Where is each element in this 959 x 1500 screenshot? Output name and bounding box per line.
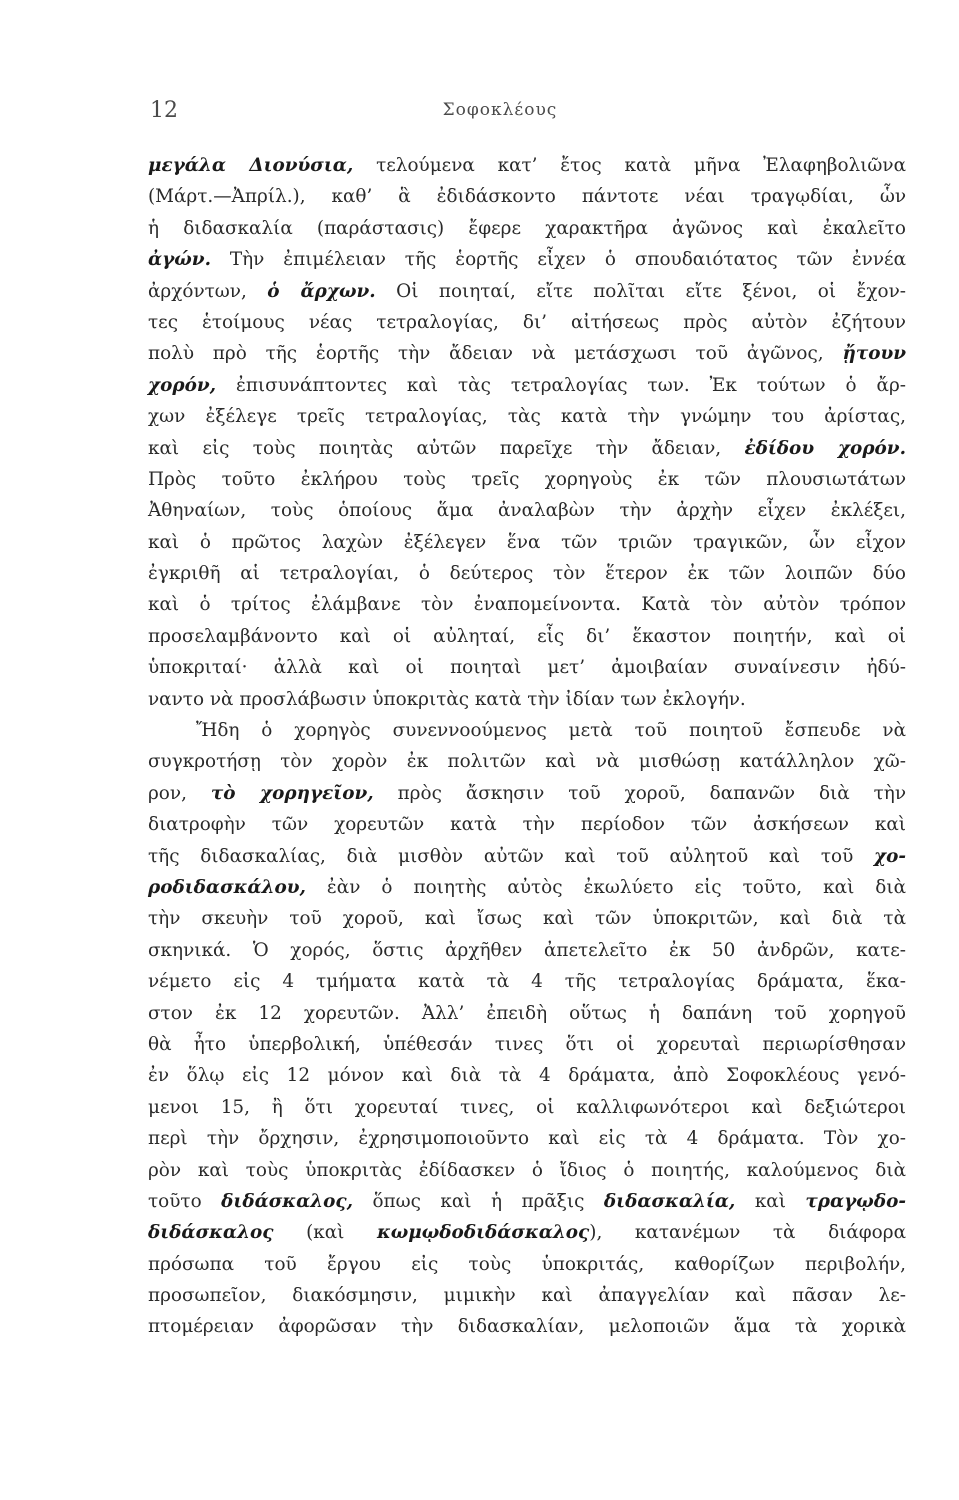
- text-segment: Ἤδη ὁ χορηγὸς συνεννοούμενος μετὰ τοῦ ποιητοῦ ἔσπευδε νὰ: [196, 720, 906, 742]
- text-segment: τῆς διδασκαλίας, διὰ μισθὸν αὐτῶν καὶ τοῦ αὐλητοῦ καὶ τοῦ: [148, 845, 874, 867]
- text-segment: ἐὰν ὁ ποιητὴς αὐτὸς ἐκωλύετο εἰς τοῦτο, καὶ διὰ: [305, 876, 906, 898]
- text-segment: σκηνικά. Ὁ χορός, ὅστις ἀρχῆθεν ἀπετελεῖτο ἐκ 50 ἀνδρῶν, κατε-: [148, 939, 906, 961]
- text-segment: ἀρχόντων,: [148, 280, 268, 302]
- text-segment: πρόσωπα τοῦ ἔργου εἰς τοὺς ὑποκριτάς, καθορίζων περιβολήν,: [148, 1253, 906, 1275]
- text-line: [148, 213, 906, 244]
- text-line: [148, 1060, 906, 1091]
- text-segment: τοῦτο: [148, 1190, 222, 1212]
- text-line: [148, 401, 906, 432]
- text-line: [148, 558, 906, 589]
- running-head: Σοφοκλέους: [442, 100, 558, 120]
- body-text: [148, 150, 906, 1343]
- emphasized-term: κωμῳδοδιδάσκαλος: [377, 1222, 590, 1244]
- text-line: [148, 778, 906, 809]
- text-line: [148, 589, 906, 620]
- text-segment: πρὸς ἄσκησιν τοῦ χοροῦ, δαπανῶν διὰ τὴν: [373, 782, 906, 804]
- text-segment: τελούμενα κατ’ ἔτος κατὰ μῆνα Ἐλαφηβολιῶνα: [353, 155, 907, 176]
- emphasized-term: ᾔτουν: [842, 343, 906, 365]
- text-line: [148, 1123, 906, 1154]
- text-line: [148, 809, 906, 840]
- text-segment: καὶ: [735, 1190, 806, 1212]
- text-line: [148, 495, 906, 526]
- emphasized-term: ροδιδασκάλου,: [148, 876, 306, 898]
- text-segment: πολὺ πρὸ τῆς ἑορτῆς τὴν ἄδειαν νὰ μετάσχωσι τοῦ ἀγῶνος,: [148, 343, 843, 365]
- text-line: [148, 527, 906, 558]
- text-segment: ἐν ὅλῳ εἰς 12 μόνον καὶ διὰ τὰ 4 δράματα, ἀπὸ Σοφοκλέους γενό-: [148, 1065, 906, 1087]
- text-segment: ρὸν καὶ τοὺς ὑποκριτὰς ἐδίδασκεν ὁ ἴδιος ὁ ποιητής, καλούμενος διὰ: [148, 1159, 906, 1181]
- text-segment: ὅπως καὶ ἡ πρᾶξις: [353, 1190, 604, 1212]
- text-segment: (καὶ: [273, 1222, 378, 1244]
- page-header: [150, 98, 850, 128]
- text-line: [148, 1311, 906, 1342]
- text-segment: ἐγκριθῆ αἱ τετραλογίαι, ὁ δεύτερος τὸν ἕτερον ἐκ τῶν λοιπῶν δύο: [148, 563, 906, 585]
- text-segment: στον ἐκ 12 χορευτῶν. Ἀλλ’ ἐπειδὴ οὕτως ἡ δαπάνη τοῦ χορηγοῦ: [148, 1002, 906, 1024]
- emphasized-term: διδασκαλία,: [603, 1190, 736, 1212]
- text-line: [148, 1249, 906, 1280]
- text-segment: πτομέρειαν ἀφορῶσαν τὴν διδασκαλίαν, μελοποιῶν ἅμα τὰ χορικὰ: [148, 1316, 906, 1338]
- emphasized-term: ὁ ἄρχων.: [267, 280, 376, 302]
- emphasized-term: ἀγών.: [148, 249, 211, 271]
- text-segment: ὑποκριταί· ἀλλὰ καὶ οἱ ποιηταὶ μετ’ ἀμοιβαίαν συναίνεσιν ἠδύ-: [148, 657, 906, 679]
- text-segment: θὰ ἦτο ὑπερβολική, ὑπέθεσάν τινες ὅτι οἱ χορευταὶ περιωρίσθησαν: [148, 1033, 906, 1055]
- text-segment: καὶ ὁ πρῶτος λαχὼν ἐξέλεγεν ἕνα τῶν τριῶν τραγικῶν, ὧν εἶχον: [148, 531, 906, 553]
- text-line: [148, 935, 906, 966]
- text-line: [148, 684, 906, 715]
- emphasized-term: διδάσκαλος,: [221, 1190, 353, 1212]
- text-segment: διατροφὴν τῶν χορευτῶν κατὰ τὴν περίοδον τῶν ἀσκήσεων καὶ: [148, 814, 906, 836]
- text-line: [148, 433, 906, 464]
- text-line: [148, 1155, 906, 1186]
- text-line: [148, 872, 906, 903]
- text-line: [148, 464, 906, 495]
- text-line: [148, 244, 906, 275]
- emphasized-term: τὸ χορηγεῖον,: [210, 782, 374, 804]
- emphasized-term: χο-: [874, 845, 906, 867]
- text-segment: ἡ διδασκαλία (παράστασις) ἔφερε χαρακτῆρα ἀγῶνος καὶ ἐκαλεῖτο: [148, 217, 906, 239]
- text-segment: περὶ τὴν ὄρχησιν, ἐχρησιμοποιοῦντο καὶ εἰς τὰ 4 δράματα. Τὸν χο-: [148, 1128, 906, 1150]
- text-line: [148, 1029, 906, 1060]
- text-segment: τες ἑτοίμους νέας τετραλογίας, δι’ αἰτήσεως πρὸς αὐτὸν ἐζήτουν: [148, 311, 906, 333]
- text-segment: ρον,: [148, 782, 211, 804]
- text-segment: προσωπεῖον, διακόσμησιν, μιμικὴν καὶ ἀπαγγελίαν καὶ πᾶσαν λε-: [148, 1285, 906, 1307]
- emphasized-term: τραγῳδο-: [805, 1190, 906, 1212]
- text-segment: καὶ εἰς τοὺς ποιητὰς αὐτῶν παρεῖχε τὴν ἄδειαν,: [148, 437, 745, 459]
- text-line: [148, 338, 906, 369]
- text-segment: μενοι 15, ἢ ὅτι χορευταί τινες, οἱ καλλιφωνότεροι καὶ δεξιώτεροι: [148, 1096, 906, 1118]
- text-line: [148, 276, 906, 307]
- text-line: [148, 1092, 906, 1123]
- text-segment: Οἱ ποιηταί, εἴτε πολῖται εἴτε ξένοι, οἱ ἔχον-: [375, 280, 906, 302]
- text-segment: ναντο νὰ προσλάβωσιν ὑποκριτὰς κατὰ τὴν ἰδίαν των ἐκλογήν.: [148, 688, 746, 710]
- text-line: [148, 181, 906, 212]
- text-line: [148, 903, 906, 934]
- text-segment: Τὴν ἐπιμέλειαν τῆς ἑορτῆς εἶχεν ὁ σπουδαιότατος τῶν ἐννέα: [210, 249, 906, 271]
- text-line: [148, 652, 906, 683]
- text-segment: (Μάρτ.—Ἀπρίλ.), καθ’ ἃ ἐδιδάσκοντο πάντοτε νέαι τραγῳδίαι, ὧν: [148, 186, 906, 208]
- text-segment: τὴν σκευὴν τοῦ χοροῦ, καὶ ἴσως καὶ τῶν ὑποκριτῶν, καὶ διὰ τὰ: [148, 908, 906, 930]
- text-segment: συγκροτήσῃ τὸν χορὸν ἐκ πολιτῶν καὶ νὰ μισθώσῃ κατάλληλον χῶ-: [148, 751, 906, 773]
- text-line: [148, 1280, 906, 1311]
- emphasized-term: ἐδίδου χορόν.: [744, 437, 906, 459]
- text-line: [148, 841, 906, 872]
- text-segment: Πρὸς τοῦτο ἐκλήρου τοὺς τρεῖς χορηγοὺς ἐκ τῶν πλουσιωτάτων: [148, 468, 906, 490]
- text-segment: χων ἐξέλεγε τρεῖς τετραλογίας, τὰς κατὰ τὴν γνώμην του ἀρίστας,: [148, 406, 906, 428]
- page-number: 12: [150, 98, 178, 123]
- text-line: [148, 621, 906, 652]
- text-line: [148, 1217, 906, 1248]
- text-segment: ἐπισυνάπτοντες καὶ τὰς τετραλογίας των. Ἐκ τούτων ὁ ἄρ-: [216, 374, 906, 396]
- text-segment: νέμετο εἰς 4 τμήματα κατὰ τὰ 4 τῆς τετραλογίας δράματα, ἕκα-: [148, 971, 906, 993]
- emphasized-term: διδάσκαλος: [148, 1222, 274, 1244]
- text-line: [148, 150, 906, 181]
- emphasized-term: μεγάλα Διονύσια,: [148, 155, 354, 176]
- text-line: [148, 998, 906, 1029]
- text-segment: Ἀθηναίων, τοὺς ὁποίους ἅμα ἀναλαβὼν τὴν ἀρχὴν εἶχεν ἐκλέξει,: [148, 500, 906, 522]
- text-line: [148, 370, 906, 401]
- text-segment: προσελαμβάνοντο καὶ οἱ αὐληταί, εἷς δι’ ἕκαστον ποιητήν, καὶ οἱ: [148, 625, 906, 647]
- text-segment: καὶ ὁ τρίτος ἐλάμβανε τὸν ἐναπομείνοντα. Κατὰ τὸν αὐτὸν τρόπον: [148, 594, 906, 616]
- text-line: [148, 307, 906, 338]
- text-line: [148, 715, 906, 746]
- text-line: [148, 746, 906, 777]
- emphasized-term: χορόν,: [148, 374, 217, 396]
- text-segment: ), κατανέμων τὰ διάφορα: [589, 1222, 906, 1244]
- text-line: [148, 966, 906, 997]
- text-line: [148, 1186, 906, 1217]
